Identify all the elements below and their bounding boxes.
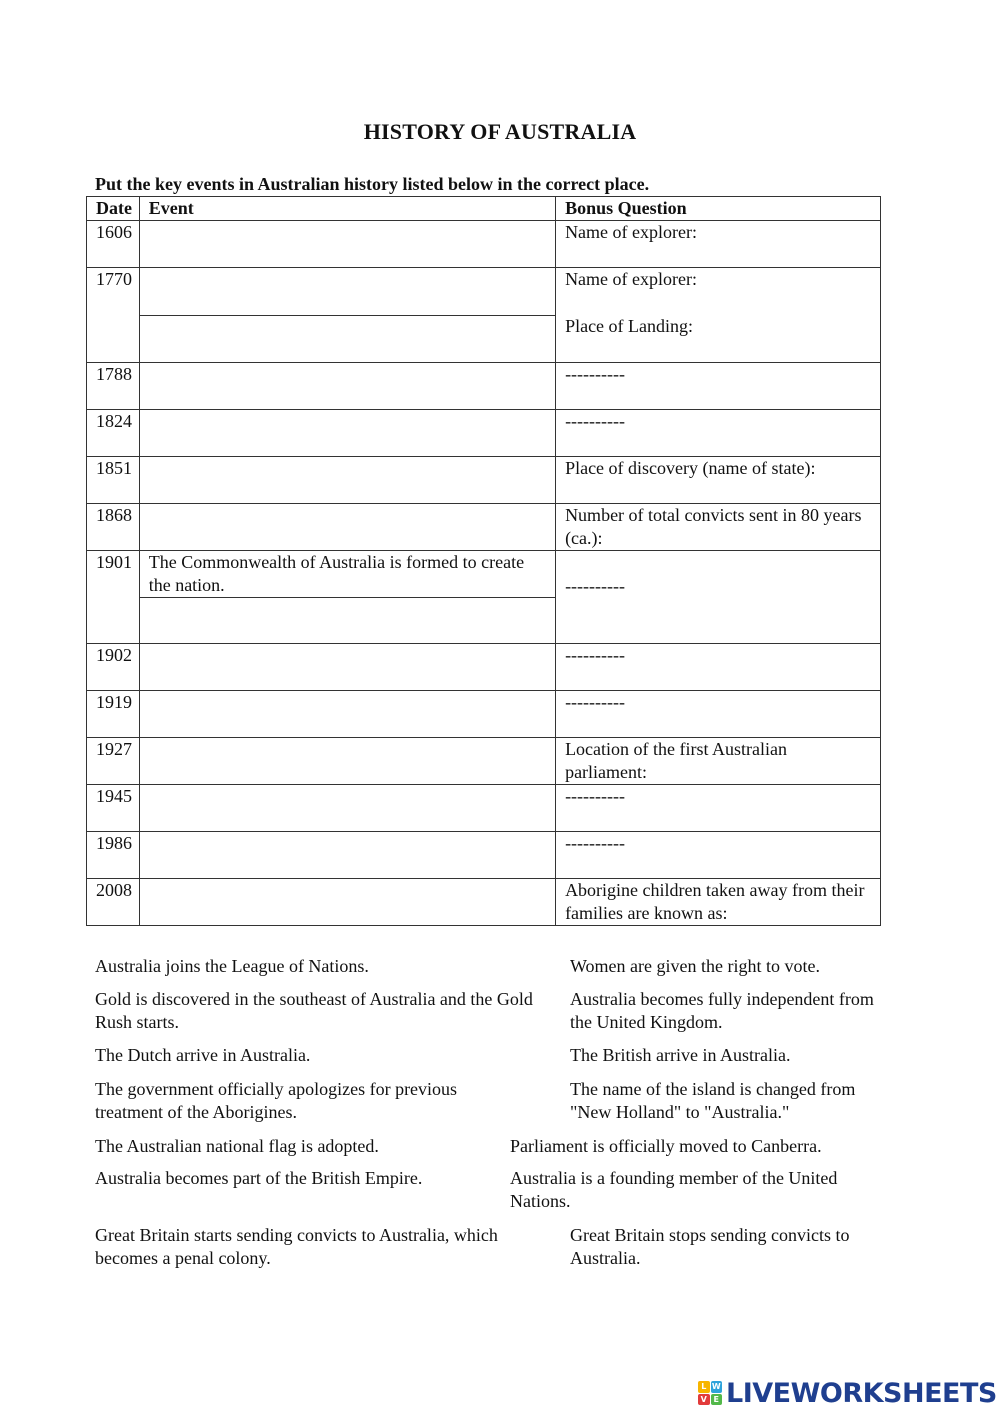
liveworksheets-logo	[698, 1378, 997, 1408]
bonus-line: Place of Landing:	[565, 316, 694, 336]
bonus-placeholder: ----------	[556, 691, 881, 738]
bonus-placeholder: ----------	[556, 785, 881, 832]
page-title: HISTORY OF AUSTRALIA	[363, 119, 637, 144]
event-option[interactable]: The Australian national flag is adopted.	[95, 1136, 379, 1156]
bonus-answer-field[interactable]: Number of total convicts sent in 80 years (ca.):	[556, 504, 881, 551]
date-cell: 1986	[87, 832, 140, 879]
date-cell: 1606	[87, 221, 140, 268]
date-cell: 1824	[87, 410, 140, 457]
event-option[interactable]: Women are given the right to vote.	[570, 956, 820, 976]
event-option[interactable]: Australia becomes part of the British Empire.	[95, 1168, 423, 1188]
date-cell: 1919	[87, 691, 140, 738]
bonus-answer-field[interactable]: Name of explorer:	[556, 221, 881, 268]
header-event: Event	[139, 197, 555, 221]
bonus-placeholder: ----------	[556, 410, 881, 457]
logo-mark-icon: L W V E	[698, 1381, 722, 1405]
event-option[interactable]: Australia is a founding member of the United Nations.	[510, 1168, 838, 1211]
date-cell: 1788	[87, 363, 140, 410]
bonus-answer-field[interactable]: Location of the first Australian parliament:	[556, 738, 881, 785]
event-option[interactable]: Australia joins the League of Nations.	[95, 956, 369, 976]
date-cell: 1902	[87, 644, 140, 691]
event-option[interactable]: Great Britain stops sending convicts to Australia.	[570, 1225, 850, 1268]
bonus-answer-field[interactable]: Aborigine children taken away from their families are known as:	[556, 879, 881, 926]
date-cell: 2008	[87, 879, 140, 926]
event-option[interactable]: The British arrive in Australia.	[570, 1045, 791, 1065]
bonus-placeholder: ----------	[556, 644, 881, 691]
date-cell: 1901	[87, 551, 140, 644]
bonus-placeholder: ----------	[556, 832, 881, 879]
logo-text: LIVEWORKSHEETS	[726, 1377, 997, 1409]
instruction-text: Put the key events in Australian history listed below in the correct place.	[95, 174, 650, 194]
date-cell: 1868	[87, 504, 140, 551]
bonus-line: Name of explorer:	[565, 269, 698, 289]
event-option[interactable]: Parliament is officially moved to Canberra.	[510, 1136, 822, 1156]
event-option[interactable]: Gold is discovered in the southeast of Australia and the Gold Rush starts.	[95, 989, 533, 1032]
event-option[interactable]: The government officially apologizes for previous treatment of the Aborigines.	[95, 1079, 458, 1122]
event-option[interactable]: Australia becomes fully independent from the United Kingdom.	[570, 989, 874, 1032]
event-option[interactable]: The Dutch arrive in Australia.	[95, 1045, 311, 1065]
event-option[interactable]: The name of the island is changed from "New Holland" to "Australia."	[570, 1079, 856, 1122]
date-cell: 1927	[87, 738, 140, 785]
date-cell: 1945	[87, 785, 140, 832]
header-date: Date	[87, 197, 140, 221]
event-option[interactable]: Great Britain starts sending convicts to Australia, which becomes a penal colony.	[95, 1225, 498, 1268]
date-cell: 1770	[87, 268, 140, 363]
header-bonus: Bonus Question	[556, 197, 881, 221]
event-cell: The Commonwealth of Australia is formed to create the nation.	[139, 551, 555, 598]
bonus-placeholder: ----------	[556, 363, 881, 410]
bonus-placeholder: ----------	[556, 551, 881, 644]
date-cell: 1851	[87, 457, 140, 504]
bonus-answer-field[interactable]: Place of discovery (name of state):	[556, 457, 881, 504]
